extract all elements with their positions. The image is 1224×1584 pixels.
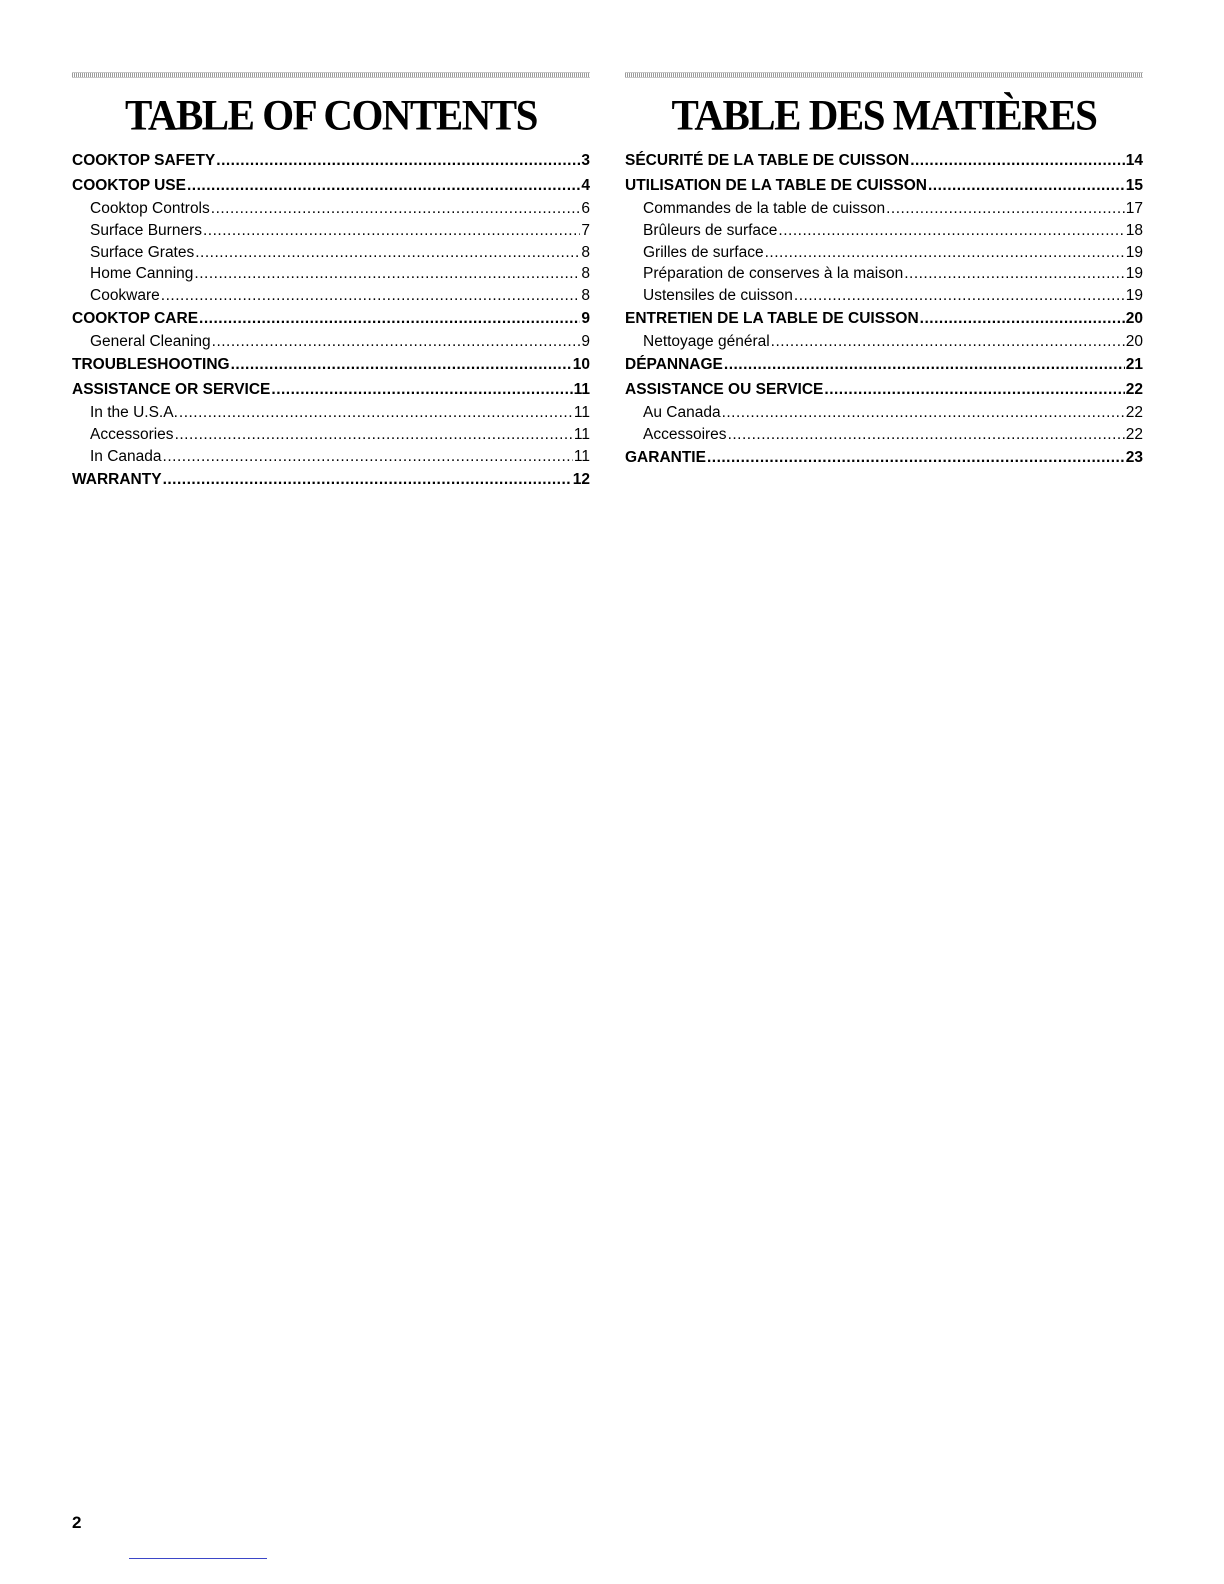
entry-label: Surface Grates [90,243,195,261]
toc-subsection-entry[interactable] [72,242,590,264]
entry-page-number: 9 [581,333,590,351]
toc-subsection-entry[interactable] [625,424,1143,446]
entry-label: In the U.S.A. [90,404,178,422]
entry-page-number: 8 [581,265,590,283]
entry-page-number: 11 [573,426,590,444]
toc-list [72,149,590,492]
entry-page-number: 22 [1125,404,1143,422]
entry-label: Préparation de conserves à la maison [643,265,904,283]
toc-subsection-entry[interactable] [625,242,1143,264]
toc-subsection-entry[interactable] [72,402,590,424]
dot-leader [175,424,573,446]
entry-page-number: 17 [1125,200,1143,217]
entry-label: General Cleaning [90,333,211,351]
entry-label: ASSISTANCE OU SERVICE [625,380,824,398]
entry-label: Grilles de surface [643,243,764,261]
toc-section-entry[interactable] [625,307,1143,332]
page-number: 2 [72,1513,82,1532]
entry-page-number: 19 [1125,243,1143,261]
dot-leader [707,446,1125,471]
toc-section-entry[interactable] [625,353,1143,378]
dot-leader [231,353,572,378]
entry-label: COOKTOP SAFETY [72,152,216,169]
dot-leader [778,220,1124,242]
entry-page-number: 18 [1125,221,1143,239]
dot-leader [771,331,1125,353]
dot-leader [886,198,1125,220]
entry-label: Home Canning [90,265,194,283]
entry-page-number: 7 [581,221,590,239]
dot-leader [195,242,580,264]
entry-page-number: 19 [1125,265,1143,283]
entry-page-number: 15 [1125,176,1143,194]
toc-subsection-entry[interactable] [625,263,1143,285]
entry-label: ENTRETIEN DE LA TABLE DE CUISSON [625,309,919,327]
toc-subsection-entry[interactable] [72,263,590,285]
entry-label: DÉPANNAGE [625,356,723,374]
entry-page-number: 22 [1125,380,1143,398]
entry-page-number: 20 [1125,333,1143,351]
entry-page-number: 4 [581,176,590,194]
entry-label: In Canada [90,447,162,465]
dot-leader [199,307,580,332]
dot-leader [216,149,580,174]
entry-label: TROUBLESHOOTING [72,356,230,374]
dot-leader [920,307,1125,332]
entry-label: Au Canada [643,404,721,422]
toc-section-entry[interactable] [72,149,590,174]
entry-label: UTILISATION DE LA TABLE DE CUISSON [625,176,927,194]
entry-label: Brûleurs de surface [643,221,778,239]
dot-leader [724,353,1125,378]
top-rule [72,72,590,78]
entry-label: Cookware [90,287,160,305]
toc-section-entry[interactable] [625,446,1143,471]
entry-page-number: 8 [581,243,590,261]
toc-section-entry[interactable] [625,174,1143,199]
entry-page-number: 3 [581,152,590,169]
toc-title: TABLE DES MATIÈRES [671,90,1097,140]
toc-subsection-entry[interactable] [625,198,1143,220]
entry-page-number: 19 [1125,287,1143,305]
dot-leader [765,242,1125,264]
top-rule [625,72,1143,78]
toc-section-entry[interactable] [72,174,590,199]
dot-leader [928,174,1125,199]
dot-leader [187,174,580,199]
toc-subsection-entry[interactable] [625,331,1143,353]
entry-page-number: 8 [581,287,590,305]
dot-leader [203,220,580,242]
dot-leader [722,402,1125,424]
toc-section-entry[interactable] [625,378,1143,403]
entry-label: Cooktop Controls [90,200,210,217]
entry-label: WARRANTY [72,470,162,488]
toc-section-entry[interactable] [72,468,590,493]
entry-label: Accessoires [643,426,727,444]
entry-page-number: 9 [581,309,590,327]
entry-page-number: 10 [572,356,590,374]
dot-leader [194,263,580,285]
entry-label: Nettoyage général [643,333,770,351]
entry-label: Accessories [90,426,174,444]
entry-label: COOKTOP USE [72,176,186,194]
entry-page-number: 14 [1125,152,1143,169]
dot-leader [824,378,1124,403]
toc-subsection-entry[interactable] [72,220,590,242]
entry-label: Surface Burners [90,221,202,239]
entry-label: Commandes de la table de cuisson [643,200,886,217]
dot-leader [728,424,1125,446]
entry-page-number: 23 [1125,448,1143,466]
english-toc-column [72,72,590,492]
french-toc-column [625,72,1143,470]
toc-section-entry[interactable] [72,353,590,378]
dot-leader [794,285,1125,307]
toc-list [625,149,1143,470]
bottom-divider [129,1558,267,1559]
entry-label: COOKTOP CARE [72,309,199,327]
entry-page-number: 11 [573,404,590,422]
entry-page-number: 11 [573,447,590,465]
entry-page-number: 20 [1125,309,1143,327]
dot-leader [163,446,573,468]
entry-label: Ustensiles de cuisson [643,287,793,305]
dot-leader [163,468,572,493]
dot-leader [161,285,581,307]
toc-section-entry[interactable] [72,307,590,332]
toc-section-entry[interactable] [625,149,1143,174]
toc-subsection-entry[interactable] [72,446,590,468]
toc-subsection-entry[interactable] [72,331,590,353]
entry-page-number: 22 [1125,426,1143,444]
toc-subsection-entry[interactable] [625,402,1143,424]
toc-subsection-entry[interactable] [72,285,590,307]
dot-leader [271,378,572,403]
entry-page-number: 6 [581,200,590,217]
toc-title: TABLE OF CONTENTS [125,90,537,140]
dot-leader [179,402,573,424]
toc-subsection-entry[interactable] [72,198,590,220]
dot-leader [211,198,581,220]
entry-page-number: 21 [1125,356,1143,374]
entry-page-number: 11 [573,380,590,398]
toc-subsection-entry[interactable] [625,220,1143,242]
dot-leader [904,263,1125,285]
toc-section-entry[interactable] [72,378,590,403]
toc-subsection-entry[interactable] [72,424,590,446]
entry-label: ASSISTANCE OR SERVICE [72,380,271,398]
entry-label: GARANTIE [625,448,706,466]
entry-label: SÉCURITÉ DE LA TABLE DE CUISSON [625,152,910,169]
entry-page-number: 12 [572,470,590,488]
dot-leader [910,149,1125,174]
toc-subsection-entry[interactable] [625,285,1143,307]
dot-leader [212,331,581,353]
